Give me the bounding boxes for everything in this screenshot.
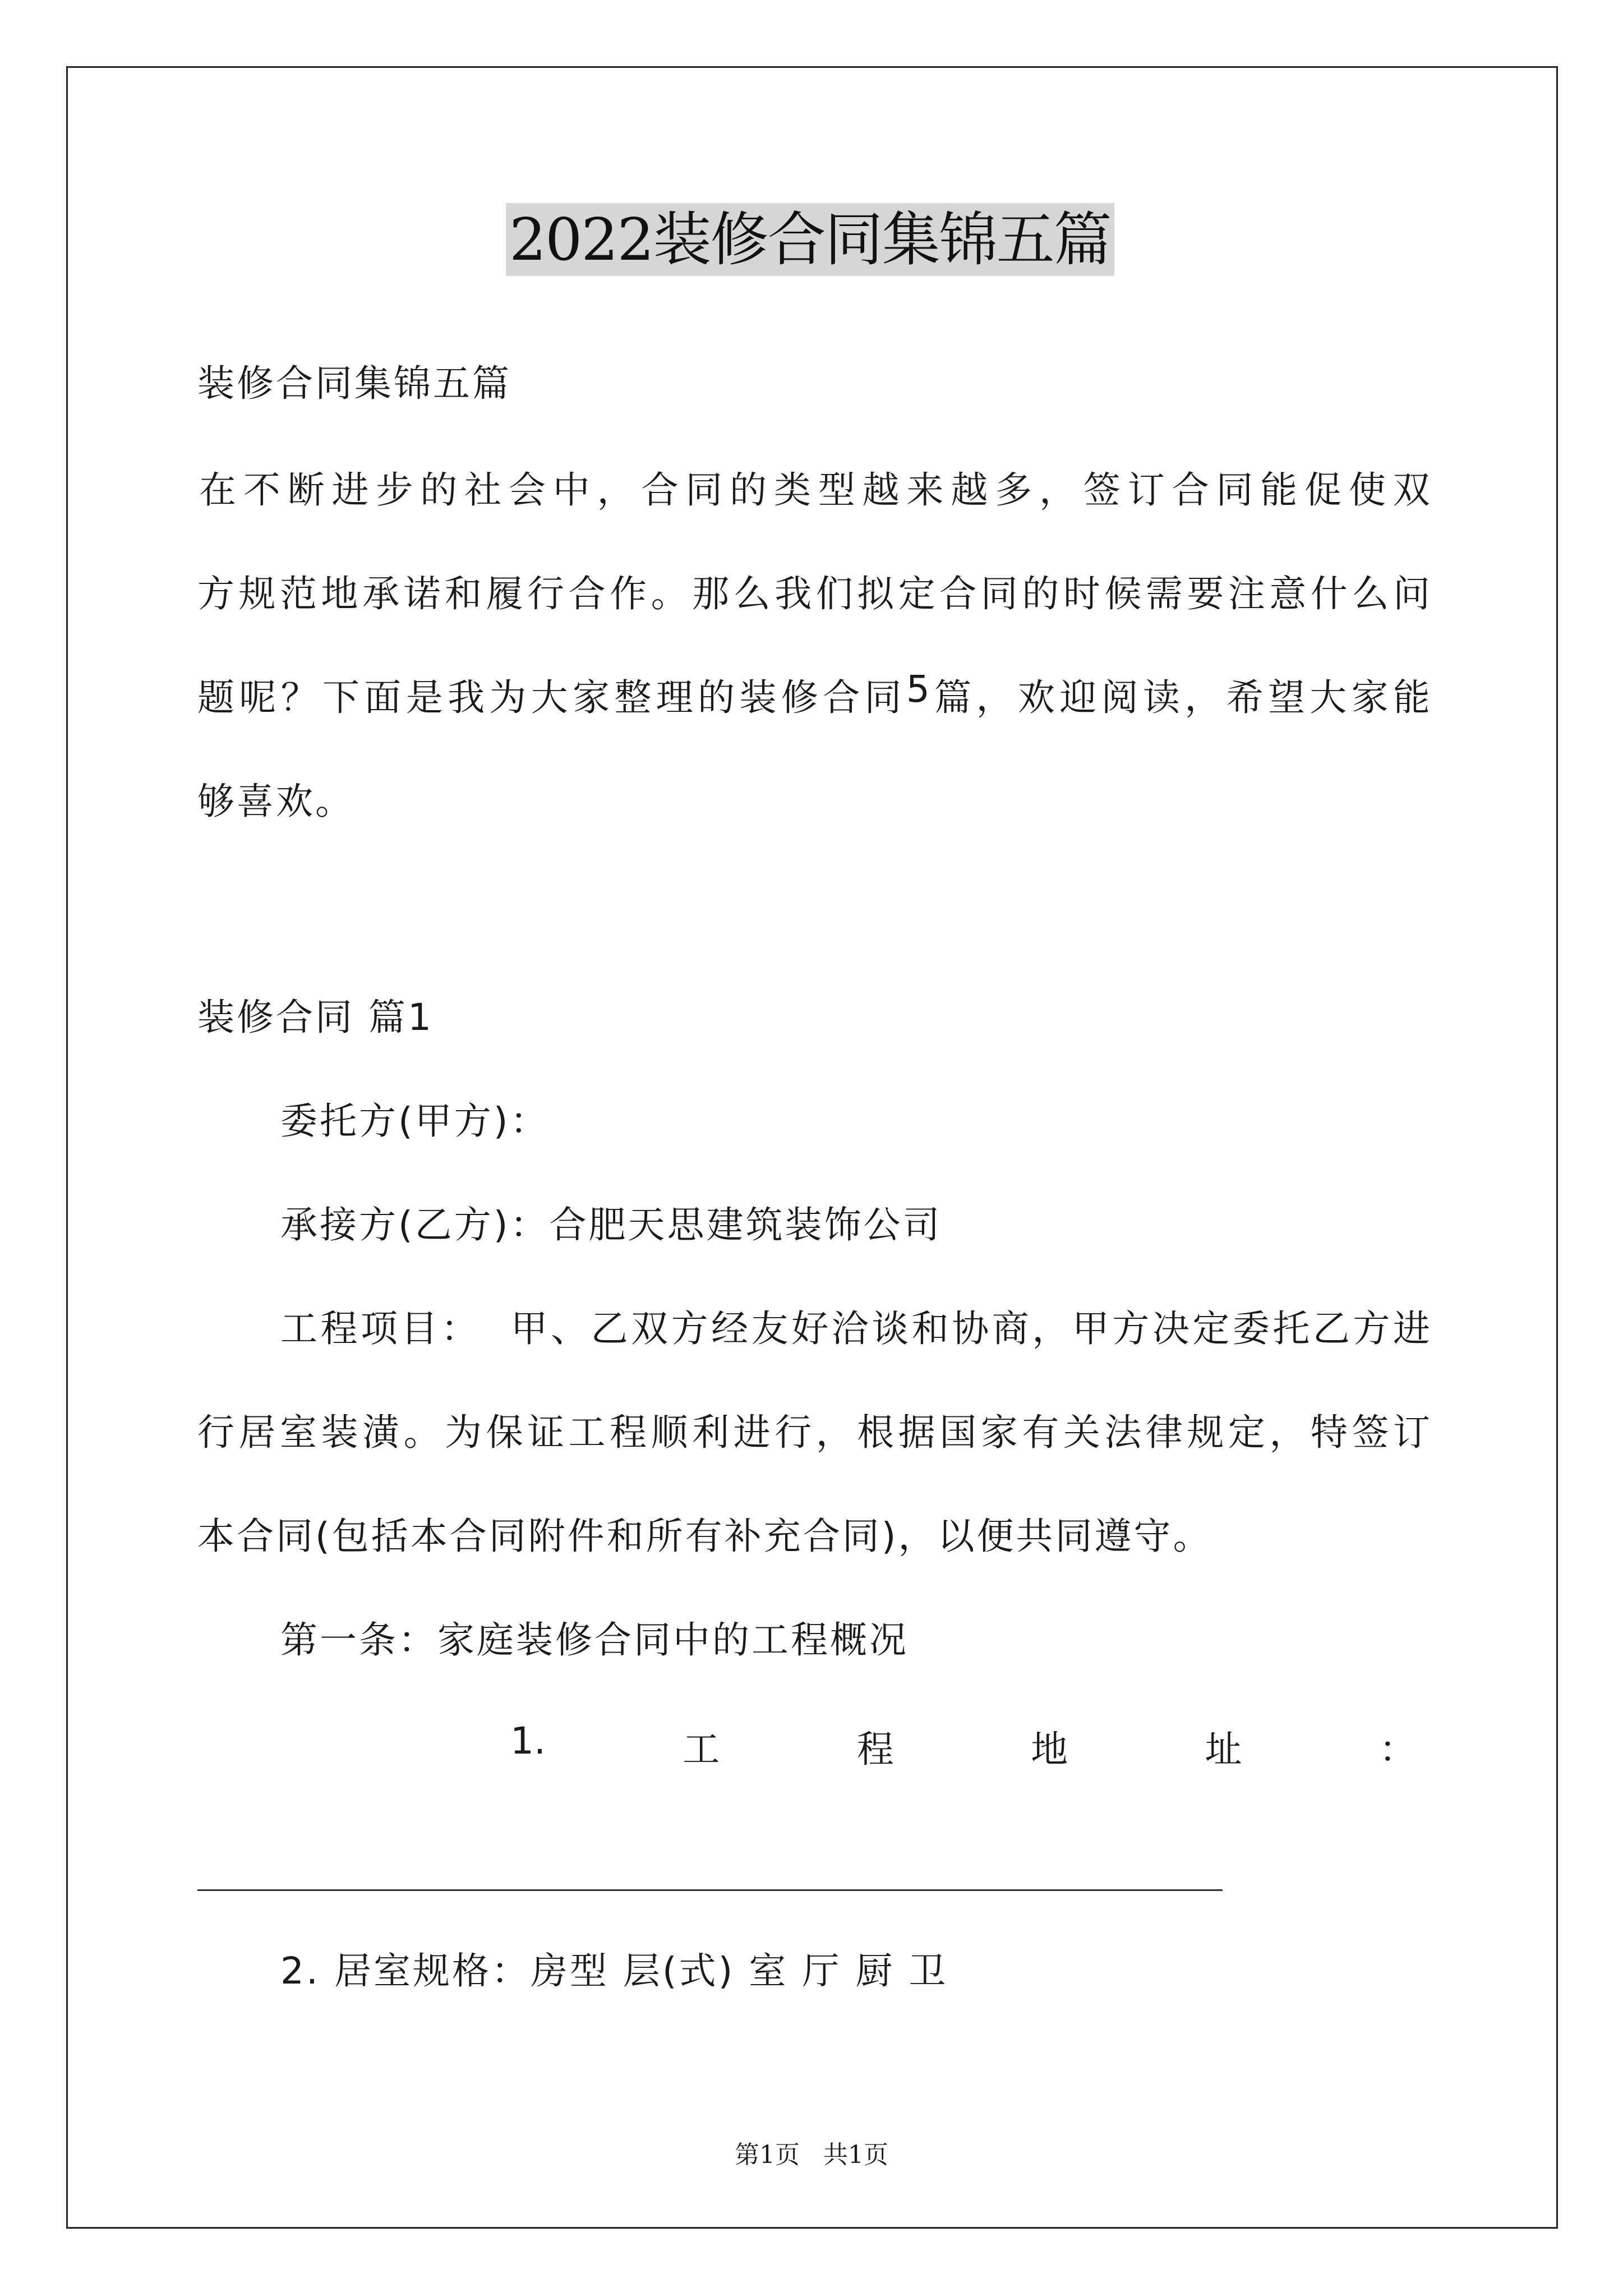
char: 经 xyxy=(711,1307,749,1350)
char: 整 xyxy=(614,676,652,719)
char: 行 xyxy=(197,1411,234,1454)
char: 会 xyxy=(508,468,546,512)
char: 方 xyxy=(1112,1307,1150,1350)
char: 社 xyxy=(464,468,502,512)
char: 要 xyxy=(1187,572,1224,615)
char: 顺 xyxy=(651,1411,688,1454)
char: 根 xyxy=(857,1411,895,1454)
project-line-3: 本合同(包括本合同附件和所有补充合同)，以便共同遵守。 xyxy=(197,1515,1212,1558)
char: 中 xyxy=(552,468,590,512)
char: 好 xyxy=(791,1307,829,1350)
char: 方 xyxy=(197,572,234,615)
char: 定 xyxy=(1192,1307,1230,1350)
char: 诺 xyxy=(403,572,441,615)
char: 下 xyxy=(322,676,360,719)
char: 签 xyxy=(1083,468,1121,512)
char: 意 xyxy=(1269,572,1307,615)
char: 和 xyxy=(445,572,482,615)
char: 协 xyxy=(952,1307,989,1350)
char: 是 xyxy=(405,676,443,719)
char: 。 xyxy=(651,572,688,615)
item-1-char-5: ： xyxy=(1378,1728,1416,1771)
char: ， xyxy=(976,676,1013,719)
char: 面 xyxy=(364,676,402,719)
char: 规 xyxy=(238,572,276,615)
char: 作 xyxy=(610,572,647,615)
char: 越 xyxy=(862,468,900,512)
char: 装 xyxy=(321,1411,358,1454)
char: 合 xyxy=(641,468,679,512)
char: 工 xyxy=(280,1307,317,1350)
char: 同 xyxy=(685,468,723,512)
char: ： xyxy=(441,1307,478,1350)
char: 甲 xyxy=(510,1307,548,1350)
char: 居 xyxy=(238,1411,276,1454)
char: 多 xyxy=(995,468,1032,512)
char xyxy=(496,1299,508,1352)
char: 么 xyxy=(733,572,771,615)
char: 不 xyxy=(243,468,280,512)
char: 们 xyxy=(815,572,853,615)
char: 在 xyxy=(199,468,236,512)
char: 和 xyxy=(911,1307,949,1350)
char: 工 xyxy=(568,1411,606,1454)
char: 装 xyxy=(739,676,777,719)
char: 促 xyxy=(1304,468,1342,512)
char: 迎 xyxy=(1059,676,1097,719)
item-1-address-line xyxy=(510,1719,1416,1773)
char: 关 xyxy=(1063,1411,1100,1454)
char: 利 xyxy=(692,1411,730,1454)
char: 为 xyxy=(445,1411,482,1454)
char: 方 xyxy=(1353,1307,1390,1350)
intro-line-1 xyxy=(199,460,1430,513)
char: ， xyxy=(1039,468,1077,512)
party-b-line: 承接方(乙方)：合肥天思建筑装饰公司 xyxy=(280,1203,942,1246)
char: 乙 xyxy=(591,1307,628,1350)
char: 合 xyxy=(823,676,860,719)
char: 型 xyxy=(818,468,855,512)
char: 国 xyxy=(939,1411,977,1454)
char xyxy=(481,1299,493,1352)
char: 家 xyxy=(573,676,610,719)
char: ， xyxy=(1184,676,1222,719)
item-1-char-2: 程 xyxy=(856,1728,894,1771)
char: 篇 xyxy=(934,676,972,719)
char: 友 xyxy=(751,1307,789,1350)
char: 什 xyxy=(1310,572,1348,615)
party-a-line: 委托方(甲方)： xyxy=(280,1099,550,1143)
intro-line-4: 够喜欢。 xyxy=(197,780,354,823)
char: 签 xyxy=(1352,1411,1389,1454)
char: 进 xyxy=(733,1411,771,1454)
char: 法 xyxy=(1104,1411,1142,1454)
char: ， xyxy=(597,468,634,512)
item-1-char-1: 工 xyxy=(683,1728,720,1771)
char: 时 xyxy=(1063,572,1100,615)
char: 程 xyxy=(610,1411,647,1454)
char: 程 xyxy=(320,1307,358,1350)
char: 承 xyxy=(362,572,400,615)
item-1-number: 1. xyxy=(510,1719,546,1763)
char: 理 xyxy=(656,676,693,719)
char: 同 xyxy=(864,676,902,719)
char: ？ xyxy=(280,676,318,719)
char: 家 xyxy=(980,1411,1018,1454)
intro-line-3 xyxy=(197,668,1430,721)
char: 保 xyxy=(486,1411,523,1454)
char: 步 xyxy=(376,468,413,512)
char: 洽 xyxy=(831,1307,869,1350)
char: 定 xyxy=(1228,1411,1265,1454)
char: 那 xyxy=(692,572,730,615)
char: 律 xyxy=(1145,1411,1183,1454)
char: 么 xyxy=(1352,572,1389,615)
char: ， xyxy=(1269,1411,1307,1454)
char: 。 xyxy=(403,1411,441,1454)
char: 行 xyxy=(527,572,565,615)
char: 委 xyxy=(1232,1307,1270,1350)
char: 我 xyxy=(774,572,812,615)
char: 进 xyxy=(331,468,369,512)
char: 题 xyxy=(197,676,234,719)
char: 范 xyxy=(280,572,317,615)
char: 进 xyxy=(1393,1307,1430,1350)
char: 证 xyxy=(527,1411,565,1454)
char: 托 xyxy=(1272,1307,1310,1350)
char: 断 xyxy=(287,468,325,512)
char: 乙 xyxy=(1312,1307,1350,1350)
char: 双 xyxy=(1393,468,1430,512)
char: 注 xyxy=(1228,572,1265,615)
char: 室 xyxy=(280,1411,317,1454)
char: 方 xyxy=(671,1307,708,1350)
char: 地 xyxy=(321,572,358,615)
char: 能 xyxy=(1393,676,1430,719)
char: 甲 xyxy=(1072,1307,1109,1350)
char: 使 xyxy=(1348,468,1386,512)
char: 能 xyxy=(1260,468,1298,512)
char: 大 xyxy=(1310,676,1347,719)
project-line-1 xyxy=(280,1299,1430,1352)
char: 大 xyxy=(531,676,568,719)
char: 据 xyxy=(898,1411,935,1454)
char: 定 xyxy=(898,572,935,615)
char: 合 xyxy=(568,572,606,615)
char: ， xyxy=(1032,1307,1069,1350)
char: 拟 xyxy=(857,572,895,615)
char: 同 xyxy=(1216,468,1253,512)
char: 商 xyxy=(992,1307,1029,1350)
char: 潢 xyxy=(362,1411,400,1454)
char: 合 xyxy=(939,572,977,615)
project-line-2 xyxy=(197,1402,1430,1456)
char: 欢 xyxy=(1017,676,1055,719)
char: 候 xyxy=(1104,572,1142,615)
item-2-line: 2. 居室规格：房型 层(式) 室 厅 厨 卫 xyxy=(280,1949,948,1993)
address-blank-line xyxy=(197,1889,1223,1891)
char: 问 xyxy=(1393,572,1430,615)
char: 类 xyxy=(773,468,811,512)
char: 望 xyxy=(1267,676,1305,719)
char: 目 xyxy=(400,1307,438,1350)
article-one-heading: 第一条：家庭装修合同中的工程概况 xyxy=(280,1618,909,1662)
char: 需 xyxy=(1145,572,1183,615)
intro-line-2 xyxy=(197,564,1430,617)
page-number: 第1页 xyxy=(735,2141,800,2169)
char: 修 xyxy=(781,676,818,719)
char: 订 xyxy=(1393,1411,1430,1454)
char: 的 xyxy=(698,676,735,719)
char: 谈 xyxy=(872,1307,909,1350)
char: 呢 xyxy=(239,676,276,719)
char: 越 xyxy=(951,468,988,512)
char: 家 xyxy=(1351,676,1389,719)
item-1-char-3: 地 xyxy=(1031,1728,1068,1771)
section-heading: 装修合同 篇1 xyxy=(197,996,434,1039)
document-subtitle: 装修合同集锦五篇 xyxy=(197,362,511,405)
char: 合 xyxy=(1172,468,1209,512)
char: 特 xyxy=(1310,1411,1348,1454)
char: 行 xyxy=(774,1411,812,1454)
char: 订 xyxy=(1127,468,1165,512)
document-title: 2022装修合同集锦五篇 xyxy=(506,203,1114,276)
char: 的 xyxy=(420,468,458,512)
char: 阅 xyxy=(1101,676,1138,719)
char: 项 xyxy=(361,1307,398,1350)
char: 的 xyxy=(730,468,767,512)
page-total: 共1页 xyxy=(823,2141,888,2169)
char: 有 xyxy=(1022,1411,1059,1454)
char: 来 xyxy=(906,468,944,512)
char: ， xyxy=(815,1411,853,1454)
char: 读 xyxy=(1142,676,1180,719)
char: 、 xyxy=(551,1307,588,1350)
char: 同 xyxy=(980,572,1018,615)
char: 履 xyxy=(486,572,523,615)
char: 决 xyxy=(1152,1307,1189,1350)
page-footer xyxy=(0,2134,1623,2170)
char: 为 xyxy=(489,676,527,719)
item-1-char-4: 址 xyxy=(1205,1728,1242,1771)
char: 双 xyxy=(631,1307,668,1350)
char: 的 xyxy=(1022,572,1059,615)
char: 我 xyxy=(448,676,485,719)
char: 希 xyxy=(1226,676,1264,719)
char: 规 xyxy=(1187,1411,1224,1454)
char: 5 xyxy=(906,668,930,711)
